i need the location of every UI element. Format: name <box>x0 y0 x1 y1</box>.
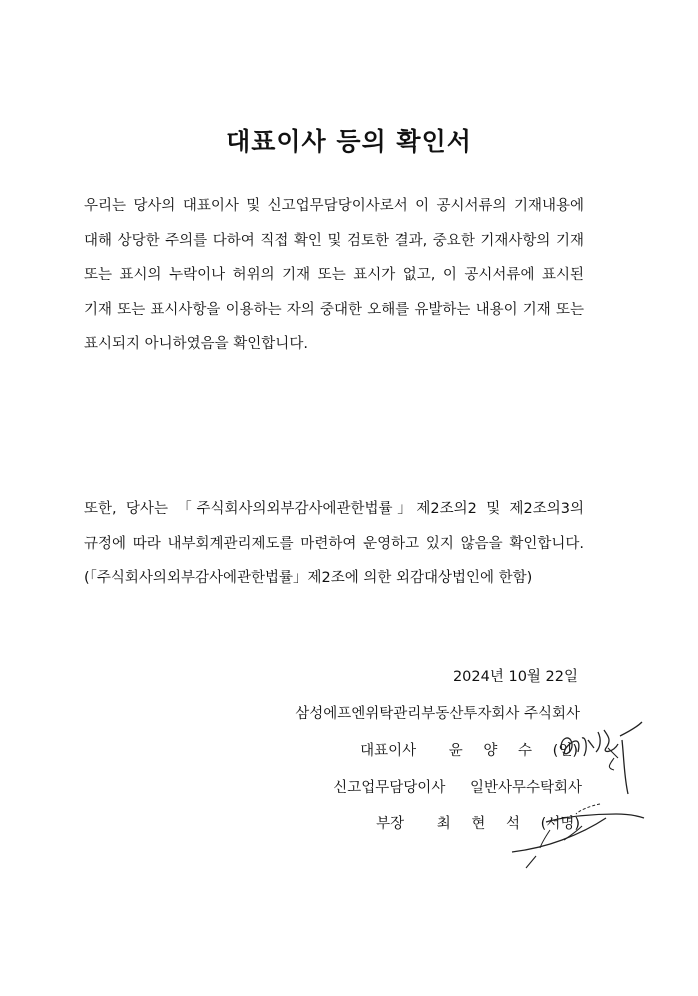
representative-signature <box>548 718 648 808</box>
internal-control-paragraph: 또한, 당사는 「주식회사의외부감사에관한법률」제2조의2 및 제2조의3의 규정에 따라 내부회계관리제도를 마련하여 운영하고 있지 않음을 확인합니다. (「주식회사의외부감사에관한법률」제2조에 의한 외감대상법인에 한함) <box>84 501 584 586</box>
company-name: 삼성에프엔위탁관리부동산투자회사 주식회사 <box>295 706 580 722</box>
representative-name-char: 양 <box>483 743 498 759</box>
manager-name-char: 석 <box>506 816 521 832</box>
representative-line <box>360 739 578 760</box>
confirmation-paragraph: 우리는 당사의 대표이사 및 신고업무담당이사로서 이 공시서류의 기재내용에 대해 상당한 주의를 다하여 직접 확인 및 검토한 결과, 중요한 기재사항의 기재 또는 표시의 누락이나 허위의 기재 또는 표시가 없고, 이 공시서류에 표시된 기재 또는 표시사항을 이용하는 자의 중대한 오해를 유발하는 내용이 기재 또는 표시되지 아니하였음을 확인합니다. <box>84 198 584 352</box>
representative-role: 대표이사 <box>360 743 417 759</box>
officer-role: 신고업무담당이사 <box>333 780 446 796</box>
manager-role: 부장 <box>376 816 405 832</box>
officer-company: 일반사무수탁회사 <box>469 780 582 796</box>
representative-name-char: 수 <box>518 743 533 759</box>
manager-signature <box>506 796 646 876</box>
officer-line <box>333 776 582 797</box>
representative-name-char: 윤 <box>448 743 463 759</box>
document-date: 2024년 10월 22일 <box>452 669 578 685</box>
manager-name-char: 현 <box>471 816 486 832</box>
manager-name-char: 최 <box>436 816 451 832</box>
representative-seal-mark: (인) <box>552 743 578 759</box>
manager-seal-mark: (서명) <box>540 816 580 832</box>
document-title: 대표이사 등의 확인서 <box>226 127 472 156</box>
